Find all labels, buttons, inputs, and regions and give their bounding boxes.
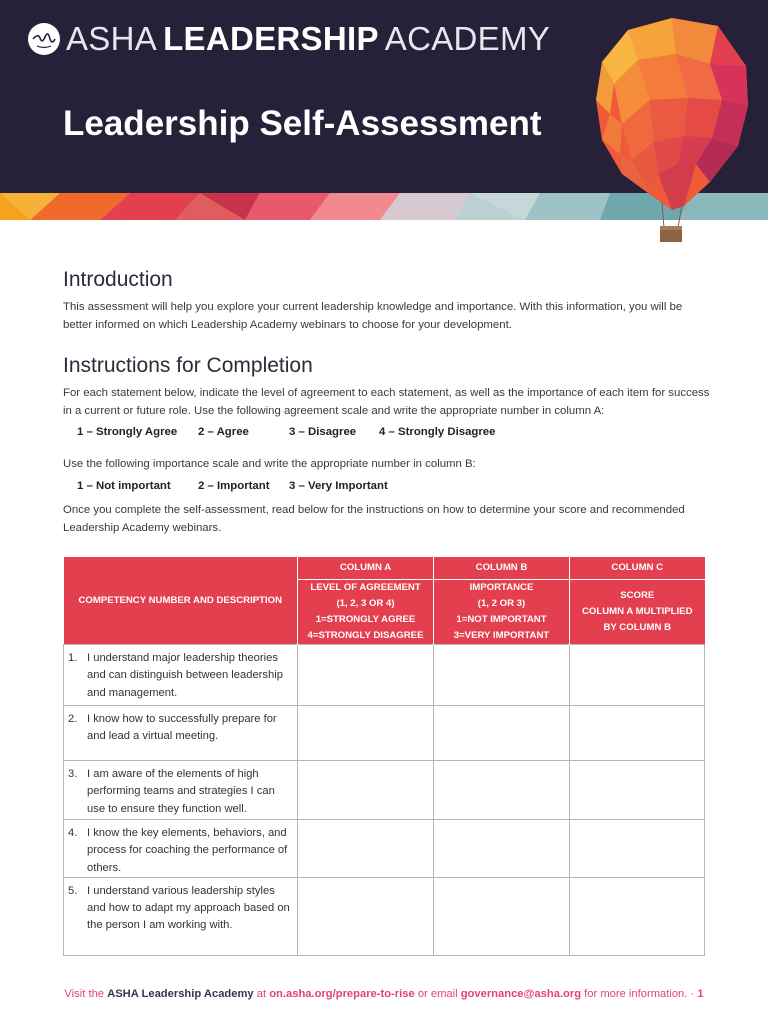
column-b-input-cell[interactable]: [434, 706, 570, 761]
logo-word-asha: ASHA: [66, 20, 158, 57]
column-a-input-cell[interactable]: [298, 877, 434, 955]
column-a-input-cell[interactable]: [298, 820, 434, 878]
table-row: [64, 820, 705, 878]
column-c-line: BY COLUMN B: [603, 622, 671, 633]
column-c-line: COLUMN A MULTIPLIED: [582, 606, 693, 617]
agreement-scale-item: 3 – Disagree: [289, 426, 357, 438]
footer-separator: ·: [690, 988, 695, 1000]
column-a-description: [298, 580, 434, 645]
column-b-header: COLUMN B: [434, 557, 570, 580]
competency-cell: [64, 645, 298, 706]
introduction-text: This assessment will help you explore your current leadership knowledge and importance. With this information, you will be better informed on which Leadership Academy webinars to choose for your development.: [63, 301, 683, 331]
competency-cell: [64, 706, 298, 761]
row-description: I know the key elements, behaviors, and process for coaching the performance of others.: [87, 827, 288, 874]
importance-scale-item: 1 – Not important: [77, 480, 171, 492]
agreement-scale-item: 2 – Agree: [198, 426, 249, 438]
column-b-input-cell[interactable]: [434, 645, 570, 706]
asha-globe-icon: [28, 23, 60, 55]
asha-logo: [28, 21, 550, 57]
column-b-description: [434, 580, 570, 645]
column-a-line: 1=STRONGLY AGREE: [315, 614, 416, 625]
column-c-line: SCORE: [620, 590, 655, 601]
column-a-input-cell[interactable]: [298, 645, 434, 706]
table-row: [64, 645, 705, 706]
competency-table: [63, 557, 705, 956]
column-b-input-cell[interactable]: [434, 877, 570, 955]
row-number: 3.: [68, 768, 78, 780]
footer-at-text: at: [256, 988, 267, 1000]
column-b-line: (1, 2 OR 3): [477, 598, 526, 609]
agreement-scale-item: 4 – Strongly Disagree: [379, 426, 496, 438]
agreement-scale-item: 1 – Strongly Agree: [77, 426, 178, 438]
table-row: [64, 877, 705, 955]
row-description: I know how to successfully prepare for and lead a virtual meeting.: [87, 713, 277, 743]
row-number: 2.: [68, 713, 78, 725]
row-description: I understand major leadership theories and can distinguish between leadership and management.: [87, 652, 283, 699]
introduction-heading: Introduction: [63, 268, 173, 291]
competency-cell: [64, 877, 298, 955]
column-b-line: IMPORTANCE: [469, 582, 534, 593]
competency-column-header: COMPETENCY NUMBER AND DESCRIPTION: [64, 557, 298, 645]
page-number: 1: [697, 988, 704, 1000]
competency-cell: [64, 820, 298, 878]
column-b-input-cell[interactable]: [434, 761, 570, 820]
row-number: 1.: [68, 652, 78, 664]
column-c-input-cell[interactable]: [570, 761, 705, 820]
column-c-input-cell[interactable]: [570, 645, 705, 706]
instructions-text: For each statement below, indicate the level of agreement to each statement, as well as the importance of each item for success in a current or future role. Use the following agreement scale and write the appropriate number in column A:: [63, 387, 710, 417]
importance-scale: [0, 480, 768, 498]
page-footer: [0, 988, 768, 1000]
column-a-line: 4=STRONGLY DISAGREE: [307, 630, 424, 641]
footer-more-text: for more information.: [584, 988, 688, 1000]
importance-scale-item: 2 – Important: [198, 480, 270, 492]
column-a-input-cell[interactable]: [298, 761, 434, 820]
column-c-input-cell[interactable]: [570, 706, 705, 761]
hot-air-balloon-illustration: [592, 14, 752, 250]
row-description: I understand various leadership styles and how to adapt my approach based on the person I am working with.: [87, 884, 290, 932]
importance-intro-text: Use the following importance scale and write the appropriate number in column B:: [63, 458, 476, 470]
instructions-heading: Instructions for Completion: [63, 354, 313, 377]
column-c-header: COLUMN C: [570, 557, 705, 580]
column-a-line: (1, 2, 3 OR 4): [336, 598, 395, 609]
column-a-header: COLUMN A: [298, 557, 434, 580]
importance-scale-item: 3 – Very Important: [289, 480, 388, 492]
agreement-scale: [0, 426, 768, 444]
competency-cell: [64, 761, 298, 820]
row-number: 4.: [68, 827, 78, 839]
footer-url-link[interactable]: on.asha.org/prepare-to-rise: [269, 988, 415, 1000]
column-b-input-cell[interactable]: [434, 820, 570, 878]
footer-visit-text: Visit the: [64, 988, 105, 1000]
page-title: Leadership Self-Assessment: [63, 104, 542, 143]
column-c-input-cell[interactable]: [570, 820, 705, 878]
row-number: 5.: [68, 884, 78, 897]
footer-email-link[interactable]: governance@asha.org: [460, 988, 582, 1000]
column-a-input-cell[interactable]: [298, 706, 434, 761]
column-a-line: LEVEL OF AGREEMENT: [310, 582, 421, 593]
closing-text: Once you complete the self-assessment, read below for the instructions on how to determine your score and recommended Leadership Academy webinars.: [63, 504, 685, 534]
column-b-line: 3=VERY IMPORTANT: [453, 630, 550, 641]
table-row: [64, 761, 705, 820]
table-row: [64, 706, 705, 761]
footer-org-name: ASHA Leadership Academy: [107, 988, 254, 1000]
row-description: I am aware of the elements of high performing teams and strategies I can use to ensure they function well.: [87, 768, 275, 815]
logo-word-leadership: LEADERSHIP: [163, 20, 379, 57]
column-b-line: 1=NOT IMPORTANT: [456, 614, 547, 625]
footer-or-email-text: or email: [417, 988, 458, 1000]
column-c-description: [570, 580, 705, 645]
logo-word-academy: ACADEMY: [384, 20, 551, 57]
column-c-input-cell[interactable]: [570, 877, 705, 955]
